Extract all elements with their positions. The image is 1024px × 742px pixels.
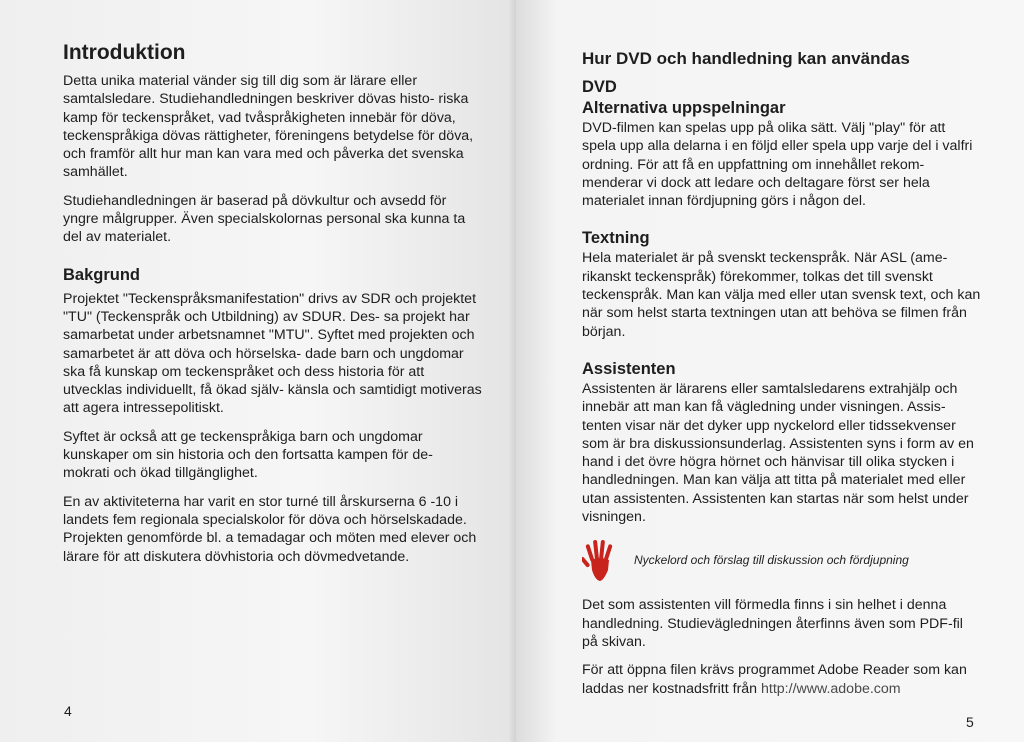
adobe-link[interactable]: http://www.adobe.com <box>761 680 901 697</box>
subtitles-heading: Textning <box>582 229 650 248</box>
background-heading: Bakgrund <box>63 265 141 284</box>
assistant-paragraph: Assistenten är lärarens eller samtalsledarens extrahjälp och innebär att man kan få vägledning under visningen. Assis- tenten visar när det dyker upp nyckelord eller tidssekvenser som är bra diskussionsunderlag. Assistenten syns i form av en hand i det övre högra hörnet och hänvisar till olika stycken i handledningen. Man kan välja att titta på materialet med eller utan assistenten. Assistenten kan startas när som helst under visningen. <box>582 380 974 526</box>
subtitles-paragraph: Hela materialet är på svenskt teckenspråk. När ASL (ame- rikanskt teckenspråk) förekommer, tolkas det till svenskt teckenspråk. Man kan välja med eller utan svensk text, och kan när som helst starta textningen utan att behöva se filmen från början. <box>582 250 981 340</box>
page-number-right: 5 <box>966 714 974 730</box>
assistant-heading: Assistenten <box>582 359 676 378</box>
right-column <box>582 48 982 698</box>
usage-heading: Hur DVD och handledning kan användas <box>582 49 910 68</box>
intro-heading: Introduktion <box>63 41 186 64</box>
keyword-note-text: Nyckelord och förslag till diskussion och fördjupning <box>634 553 909 568</box>
closing-paragraph-1: Det som assistenten vill förmedla finns i sin helhet i denna handledning. Studievägledningen återfinns även som PDF-fil på skivan. <box>582 597 963 650</box>
background-paragraph-2: Syftet är också att ge teckenspråkiga barn och ungdomar kunskaper om sin historia och den fortsatta kampen för de- mokrati och ökad tillgänglighet. <box>63 428 433 482</box>
keyword-note <box>582 538 982 582</box>
dvd-heading: DVD <box>582 78 617 96</box>
page-number-left: 4 <box>64 703 72 719</box>
closing-paragraph-2 <box>582 661 982 698</box>
intro-paragraph-2: Studiehandledningen är baserad på dövkultur och avsedd för yngre målgrupper. Även specialskolornas personal ska kunna ta del av materialet. <box>63 192 466 246</box>
closing-paragraph-2-text: För att öppna filen krävs programmet Adobe Reader som kan laddas ner kostnadsfritt från <box>582 662 967 697</box>
left-column <box>63 40 483 566</box>
background-paragraph-1: Projektet "Teckenspråksmanifestation" drivs av SDR och projektet "TU" (Teckenspråk och Utbildning) av SDUR. Des- sa projekt har samarbetat under arbetsnamnet "MTU". Syftet med projekten och samarbetet är att döva och hörselska- dade barn och ungdomar ska få kunskap om teckenspråket och dess historia för att utvecklas individuellt, få ökad själv- känsla och samtidigt motiveras att agera intressepolitiskt. <box>63 290 482 417</box>
intro-paragraph-1: Detta unika material vänder sig till dig som är lärare eller samtalsledare. Studiehandledningen beskriver dövas histo- riska kamp för teckenspråket, vad tvåspråkigheten innebär för döva, teckenspråkiga dövas rättigheter, föreningens betydelse för döva, och framför allt hur man kan vara med och påverka det svenska samhället. <box>63 73 474 181</box>
playback-heading: Alternativa uppspelningar <box>582 99 786 117</box>
playback-paragraph: DVD-filmen kan spelas upp på olika sätt. Välj "play" för att spela upp alla delarna i en följd eller spela upp varje del i valfri ordning. För att få en uppfattning om innehållet rekom- menderar vi dock att ledare och deltagare först ser hela materialet innan fördjupning görs i någon del. <box>582 120 973 210</box>
red-hand-icon <box>582 538 618 582</box>
background-paragraph-3: En av aktiviteterna har varit en stor turné till årskurserna 6 -10 i landets fem regionala specialskolor för döva och hörselskadade. Projekten genomförde bl. a temadagar och möten med elever och lärare för att diskutera dövhistoria och dövmedvetande. <box>63 493 477 565</box>
